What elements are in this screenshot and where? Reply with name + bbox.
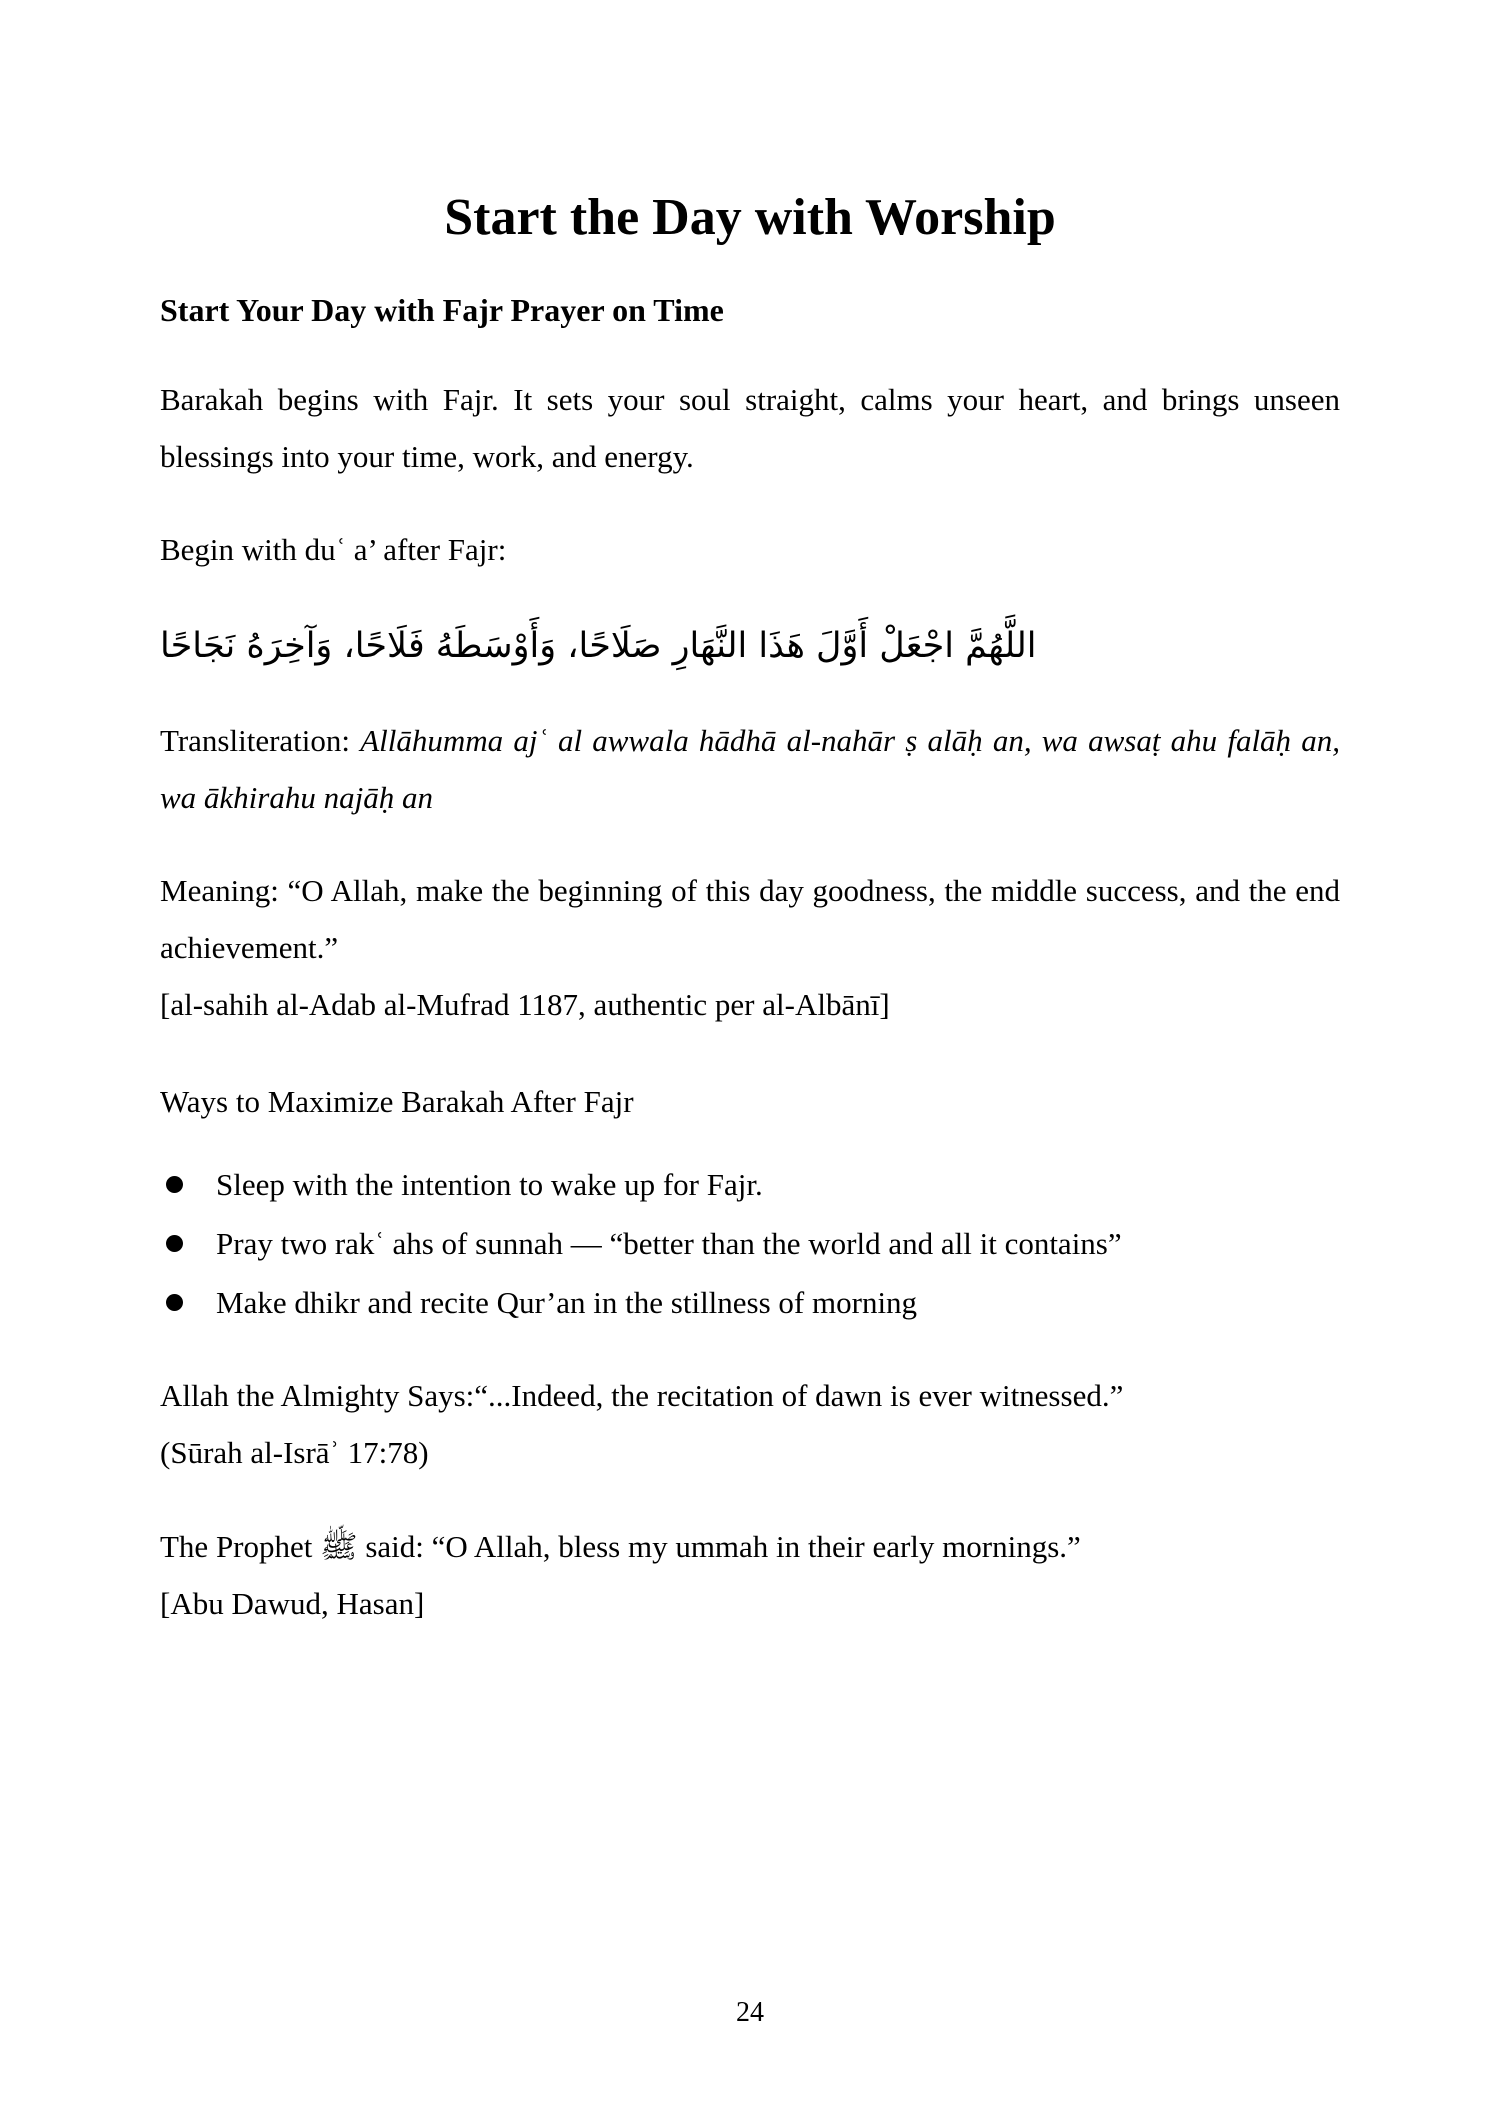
section-heading: Start Your Day with Fajr Prayer on Time xyxy=(160,292,724,328)
arabic-dua-text: اللَّهُمَّ اجْعَلْ أَوَّلَ هَذَا النَّهَارِ صَلَاحًا، وَأَوْسَطَهُ فَلَاحًا، وَآخِرَهُ نَجَاحًا xyxy=(160,626,1037,666)
ways-heading: Ways to Maximize Barakah After Fajr xyxy=(160,1084,634,1119)
hadith-quote-text: The Prophet ﷺ said: “O Allah, bless my ummah in their early mornings.” xyxy=(160,1529,1081,1564)
hadith-source: [Abu Dawud, Hasan] xyxy=(160,1586,425,1621)
list-item-text: Make dhikr and recite Qur’an in the stillness of morning xyxy=(216,1285,918,1320)
list-item-text: Pray two rakʿ ahs of sunnah — “better than the world and all it contains” xyxy=(216,1226,1122,1261)
barakah-tips-list xyxy=(160,1156,1340,1331)
bullet-icon xyxy=(166,1235,183,1252)
transliteration-paragraph xyxy=(160,712,1340,826)
quran-quote-text: Allah the Almighty Says:“...Indeed, the recitation of dawn is ever witnessed.” xyxy=(160,1378,1124,1413)
meaning-source: [al-sahih al-Adab al-Mufrad 1187, authentic per al-Albānī] xyxy=(160,987,890,1022)
transliteration-label: Transliteration: xyxy=(160,723,361,758)
bullet-icon xyxy=(166,1176,183,1193)
meaning-text: Meaning: “O Allah, make the beginning of this day goodness, the middle success, and the end achievement.” xyxy=(160,873,1340,965)
quran-quote-block xyxy=(160,1367,1340,1481)
transliteration-text: Allāhumma ajʿ al awwala hādhā al-nahār ṣ alāḥ an, wa awsaṭ ahu falāḥ an, wa ākhirahu najāḥ an xyxy=(160,723,1340,815)
list-item-text: Sleep with the intention to wake up for Fajr. xyxy=(216,1167,763,1202)
bullet-icon xyxy=(166,1294,183,1311)
list-item xyxy=(160,1215,1340,1272)
quran-source: (Sūrah al-Isrāʾ 17:78) xyxy=(160,1435,429,1470)
intro-paragraph: Barakah begins with Fajr. It sets your soul straight, calms your heart, and brings unseen blessings into your time, work, and energy. xyxy=(160,382,1340,474)
page-title: Start the Day with Worship xyxy=(444,189,1056,246)
list-item xyxy=(160,1274,1340,1331)
list-item xyxy=(160,1156,1340,1213)
hadith-block xyxy=(160,1518,1340,1632)
page-number: 24 xyxy=(736,1997,764,2028)
meaning-block xyxy=(160,862,1340,1033)
dua-intro-line: Begin with duʿ a’ after Fajr: xyxy=(160,532,507,567)
